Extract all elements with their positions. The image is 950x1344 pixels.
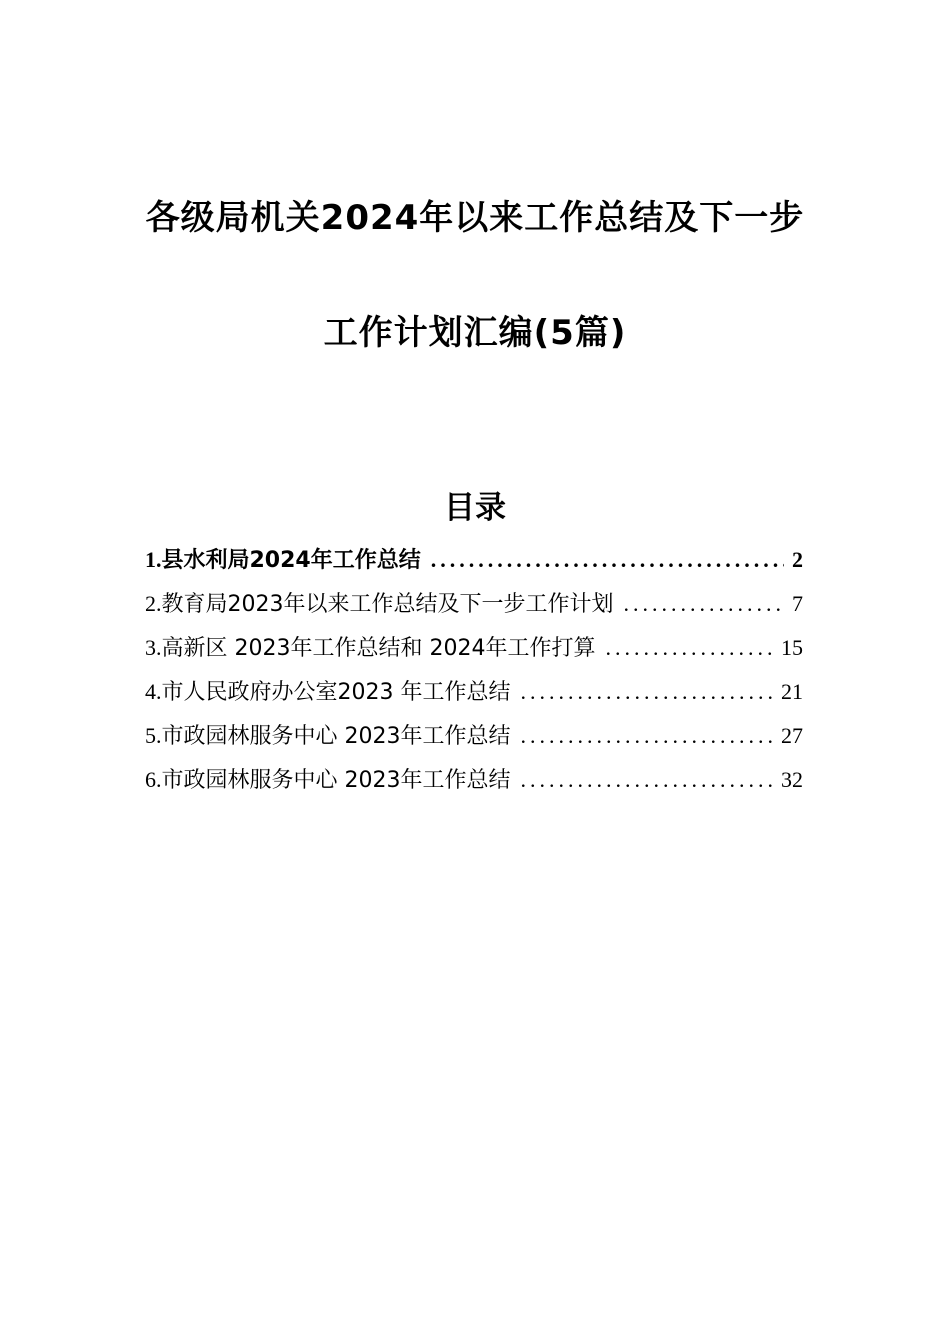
toc-leader-dots <box>520 675 773 709</box>
toc-entry-number: 4. <box>145 679 162 704</box>
toc-entry[interactable] <box>145 631 803 675</box>
toc-entry-text: 市人民政府办公室2023 年工作总结 <box>161 680 511 705</box>
toc-entry-page: 32 <box>781 767 803 792</box>
toc-entry[interactable] <box>145 543 803 587</box>
toc-entry-page: 21 <box>781 679 803 704</box>
toc-leader-dots <box>520 719 773 753</box>
document-title-line-1: 各级局机关2024年以来工作总结及下一步 <box>145 198 805 238</box>
toc-entry-label <box>145 543 421 578</box>
toc-entry-label <box>145 675 510 710</box>
toc-entry-label <box>145 763 510 798</box>
toc-entry-text: 高新区 2023年工作总结和 2024年工作打算 <box>161 636 596 661</box>
toc-entry[interactable] <box>145 587 803 631</box>
toc-entry-page: 15 <box>781 635 803 660</box>
toc-entry-number: 2. <box>145 591 162 616</box>
toc-heading: 目录 <box>444 490 506 526</box>
toc-leader-dots <box>624 587 785 621</box>
toc-entry-number: 1. <box>145 547 162 572</box>
table-of-contents <box>145 543 803 807</box>
toc-leader-dots <box>605 631 773 665</box>
toc-leader-dots <box>520 763 773 797</box>
document-title-line-2: 工作计划汇编(5篇) <box>323 313 627 353</box>
toc-entry[interactable] <box>145 675 803 719</box>
toc-entry[interactable] <box>145 763 803 807</box>
toc-entry[interactable] <box>145 719 803 763</box>
toc-entry-text: 市政园林服务中心 2023年工作总结 <box>161 768 511 793</box>
toc-entry-number: 3. <box>145 635 162 660</box>
toc-leader-dots <box>431 543 784 577</box>
toc-entry-text: 县水利局2024年工作总结 <box>161 548 421 573</box>
toc-entry-text: 教育局2023年以来工作总结及下一步工作计划 <box>161 592 614 617</box>
toc-entry-number: 6. <box>145 767 162 792</box>
toc-entry-label <box>145 631 595 666</box>
toc-entry-page: 7 <box>792 591 803 616</box>
toc-entry-page: 2 <box>792 547 803 572</box>
toc-entry-text: 市政园林服务中心 2023年工作总结 <box>161 724 511 749</box>
toc-entry-label <box>145 587 614 622</box>
toc-entry-label <box>145 719 510 754</box>
toc-entry-page: 27 <box>781 723 803 748</box>
toc-entry-number: 5. <box>145 723 162 748</box>
